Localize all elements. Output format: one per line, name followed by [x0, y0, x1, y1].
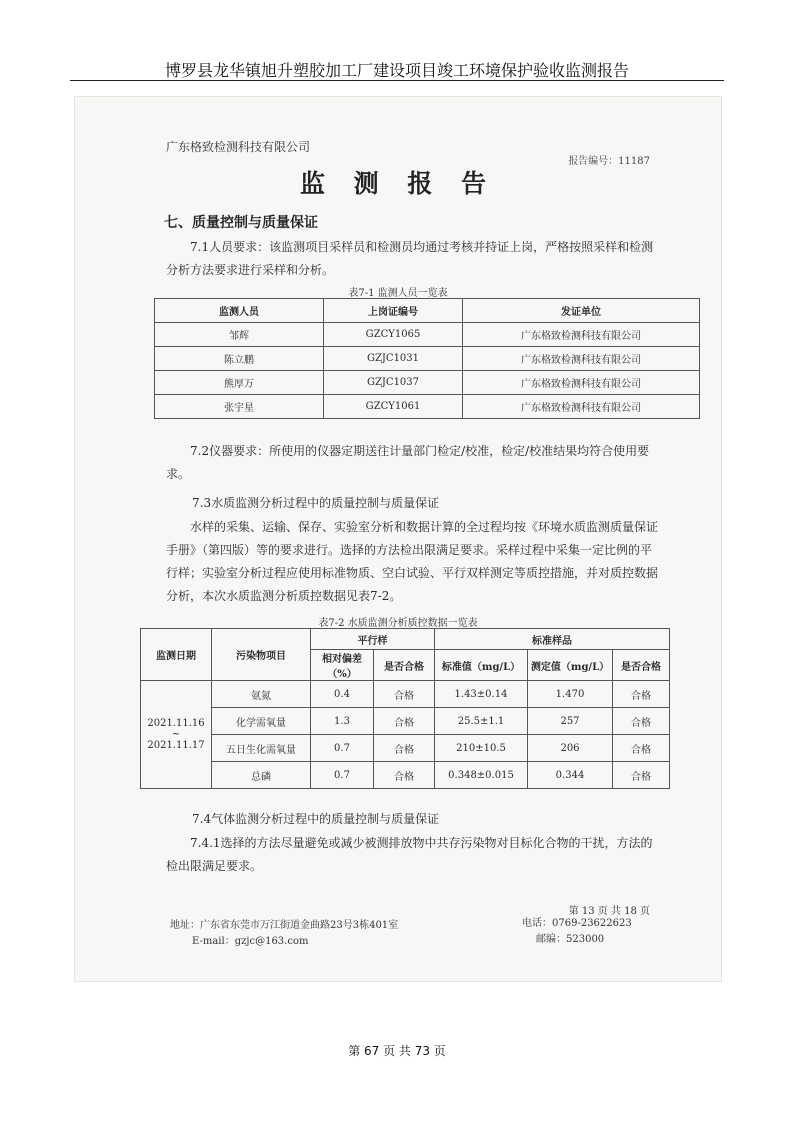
table-cell: 0.4	[311, 681, 374, 708]
scanned-report-page	[74, 96, 722, 982]
column-header: 发证单位	[463, 299, 700, 323]
table-cell: 总磷	[212, 762, 311, 789]
table-row	[141, 735, 670, 762]
column-header: 标准值（mg/L）	[435, 650, 528, 681]
column-header: 上岗证编号	[324, 299, 463, 323]
company-name: 广东格致检测科技有限公司	[166, 140, 311, 154]
company-address: 地址：广东省东莞市万江街道金曲路23号3栋401室	[170, 920, 399, 931]
paragraph-7-2: 7.2仪器要求：所使用的仪器定期送往计量部门检定/校准，检定/校准结果均符合使用要求。	[166, 444, 650, 481]
heading-7-3: 7.3水质监测分析过程中的质量控制与质量保证	[192, 496, 440, 510]
table-row	[155, 323, 700, 347]
table-cell: 化学需氧量	[212, 708, 311, 735]
column-header: 标准样品	[435, 629, 670, 650]
table-cell: 1.43±0.14	[435, 681, 528, 708]
table-7-2-caption: 表7-2 水质监测分析质控数据一览表	[318, 618, 478, 629]
table-7-1-caption: 表7-1 监测人员一览表	[348, 288, 448, 299]
column-header: 相对偏差（%）	[311, 650, 374, 681]
paragraph-7-4-1: 7.4.1选择的方法尽量避免或减少被测排放物中共存污染物对目标化合物的干扰，方法的检出限满足要求。	[166, 836, 653, 873]
staff-table	[154, 298, 700, 419]
table-cell: 合格	[613, 735, 670, 762]
report-number: 报告编号：11187	[568, 156, 650, 167]
page-header: 博罗县龙华镇旭升塑胶加工厂建设项目竣工环境保护验收监测报告	[164, 61, 629, 80]
table-cell: GZJC1037	[324, 371, 463, 395]
table-cell: 0.7	[311, 762, 374, 789]
header-divider	[70, 80, 724, 81]
table-cell: GZCY1065	[324, 323, 463, 347]
table-cell: GZCY1061	[324, 395, 463, 419]
table-cell: 广东格致检测科技有限公司	[463, 323, 700, 347]
heading-7-4: 7.4气体监测分析过程中的质量控制与质量保证	[192, 812, 440, 826]
date-start: 2021.11.16	[147, 718, 205, 729]
table-header-row	[155, 299, 700, 323]
table-cell: 合格	[374, 681, 435, 708]
inner-page-number: 第 13 页 共 18 页	[568, 906, 650, 917]
column-header: 平行样	[311, 629, 435, 650]
table-cell: 广东格致检测科技有限公司	[463, 347, 700, 371]
table-cell: 25.5±1.1	[435, 708, 528, 735]
company-phone: 电话：0769-23622623	[522, 918, 632, 929]
column-header: 污染物项目	[212, 629, 311, 681]
table-row	[155, 347, 700, 371]
table-cell: 0.344	[528, 762, 613, 789]
table-cell: 五日生化需氧量	[212, 735, 311, 762]
table-cell: 合格	[613, 708, 670, 735]
column-header: 监测人员	[155, 299, 324, 323]
table-cell: 合格	[374, 735, 435, 762]
date-end: 2021.11.17	[147, 740, 205, 751]
section-heading: 七、质量控制与质量保证	[164, 215, 318, 231]
paragraph-7-1: 7.1人员要求：该监测项目采样员和检测员均通过考核并持证上岗，严格按照采样和检测分析方法要求进行采样和分析。	[166, 240, 654, 277]
report-title: 监 测 报 告	[299, 169, 497, 198]
table-cell: 0.7	[311, 735, 374, 762]
table-cell: 210±10.5	[435, 735, 528, 762]
table-cell: 206	[528, 735, 613, 762]
monitoring-date-cell	[141, 681, 212, 789]
table-cell: 合格	[613, 681, 670, 708]
table-row	[141, 762, 670, 789]
table-cell: 1.3	[311, 708, 374, 735]
table-cell: GZJC1031	[324, 347, 463, 371]
table-cell: 257	[528, 708, 613, 735]
company-postcode: 邮编：523000	[536, 934, 605, 945]
table-cell: 氨氮	[212, 681, 311, 708]
table-cell: 1.470	[528, 681, 613, 708]
table-cell: 0.348±0.015	[435, 762, 528, 789]
table-cell: 陈立鹏	[155, 347, 324, 371]
column-header: 监测日期	[141, 629, 212, 681]
paragraph-7-3: 水样的采集、运输、保存、实验室分析和数据计算的全过程均按《环境水质监测质量保证手册》（第四版）等的要求进行。选择的方法检出限满足要求。采样过程中采集一定比例的平行样；实验室分析过程应使用标准物质、空白试验、平行双样测定等质控措施，并对质控数据分析，本次水质监测分析质控数据见表7-2。	[166, 520, 659, 603]
table-cell: 张宇星	[155, 395, 324, 419]
table-row	[141, 681, 670, 708]
date-separator: ~	[171, 729, 181, 740]
page-footer: 第 67 页 共 73 页	[348, 1044, 446, 1058]
table-cell: 合格	[374, 762, 435, 789]
table-row	[141, 708, 670, 735]
column-header: 测定值（mg/L）	[528, 650, 613, 681]
column-header: 是否合格	[613, 650, 670, 681]
table-header-row	[141, 629, 670, 650]
company-email: E-mail：gzjc@163.com	[192, 936, 309, 947]
table-cell: 邹辉	[155, 323, 324, 347]
table-cell: 合格	[374, 708, 435, 735]
table-cell: 熊厚万	[155, 371, 324, 395]
table-cell: 广东格致检测科技有限公司	[463, 395, 700, 419]
column-header: 是否合格	[374, 650, 435, 681]
table-cell: 广东格致检测科技有限公司	[463, 371, 700, 395]
table-row	[155, 395, 700, 419]
table-cell: 合格	[613, 762, 670, 789]
qc-table	[140, 628, 670, 789]
table-row	[155, 371, 700, 395]
